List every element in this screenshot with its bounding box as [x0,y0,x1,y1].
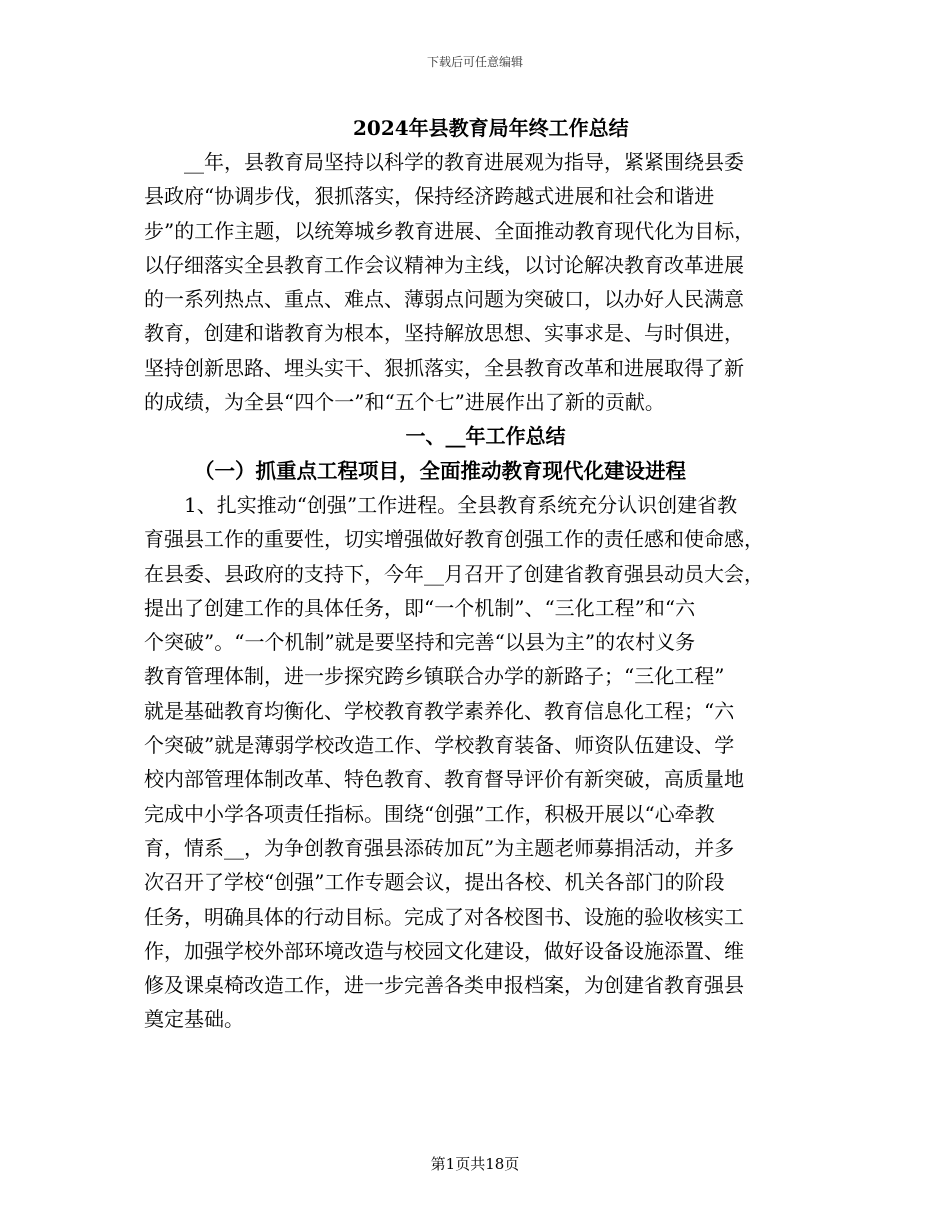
item-line: 任务，明确具体的行动目标。完成了对各校图书、设施的验收核实工 [144,904,744,929]
item-line: 作，加强学校外部环境改造与校园文化建设，做好设备设施添置、维 [144,938,744,963]
item-line: 个突破”。“一个机制”就是要坚持和完善“以县为主”的农村义务 [144,630,696,655]
document-body [144,145,819,1037]
item-line: 奠定基础。 [144,1007,244,1032]
intro-line: 的一系列热点、重点、难点、薄弱点问题为突破口，以办好人民满意 [144,287,744,312]
intro-line: 县政府“协调步伐，狠抓落实，保持经济跨越式进展和社会和谐进 [144,184,715,209]
intro-line: 的成绩，为全县“四个一”和“五个七”进展作出了新的贡献。 [144,390,665,415]
item-line: 就是基础教育均衡化、学校教育教学素养化、教育信息化工程；“六 [144,698,735,723]
document-title: 2024年县教育局年终工作总结 [353,116,629,140]
intro-line: 步”的工作主题，以统筹城乡教育进展、全面推动教育现代化为目标， [144,218,755,243]
intro-line: 教育，创建和谐教育为根本，坚持解放思想、实事求是、与时俱进， [144,321,744,346]
header-note: 下载后可任意编辑 [426,55,523,69]
item-line: 个突破”就是薄弱学校改造工作、学校教育装备、师资队伍建设、学 [144,733,735,758]
item-line: 提出了创建工作的具体任务，即“一个机制”、“三化工程”和“六 [144,595,696,620]
item-line: 在县委、县政府的支持下，今年__月召开了创建省教育强县动员大会， [144,561,764,586]
section-heading: 一、__年工作总结 [405,424,566,449]
item-line: 次召开了学校“创强”工作专题会议，提出各校、机关各部门的阶段 [144,870,725,895]
item-line: 教育管理体制，进一步探究跨乡镇联合办学的新路子；“三化工程” [144,664,725,689]
page-number: 第1页共18页 [430,1155,520,1173]
item-line: 修及课桌椅改造工作，进一步完善各类申报档案，为创建省教育强县 [144,973,744,998]
item-line: 校内部管理体制改革、特色教育、教育督导评价有新突破，高质量地 [144,767,744,792]
intro-line: 以仔细落实全县教育工作会议精神为主线，以讨论解决教育改革进展 [144,252,744,277]
intro-line: 坚持创新思路、埋头实干、狠抓落实，全县教育改革和进展取得了新 [144,355,744,380]
intro-line: __年，县教育局坚持以科学的教育进展观为指导，紧紧围绕县委 [184,150,744,174]
item-line: 育强县工作的重要性，切实增强做好教育创强工作的责任感和使命感， [144,527,764,552]
item-line: 育，情系__，为争创教育强县添砖加瓦”为主题老师募捐活动，并多 [144,835,735,860]
item-line: 1、扎实推动“创强”工作进程。全县教育系统充分认识创建省教 [184,492,738,517]
item-line: 完成中小学各项责任指标。围绕“创强”工作，积极开展以“心牵教 [144,801,715,826]
subsection-heading: （一）抓重点工程项目，全面推动教育现代化建设进程 [194,458,686,483]
